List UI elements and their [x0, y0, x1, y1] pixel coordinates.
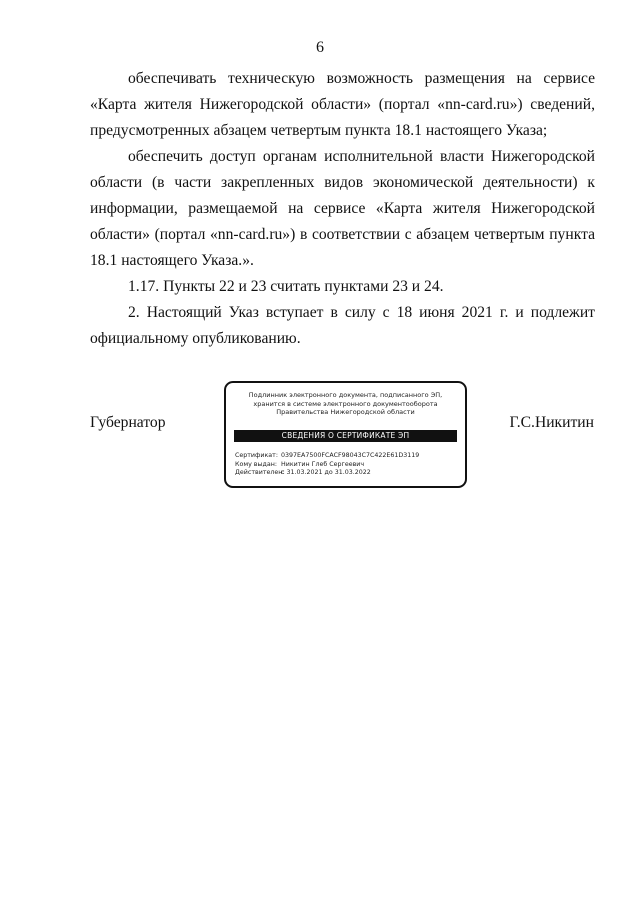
issued-to-label: Кому выдан: — [235, 460, 277, 468]
page-number: 6 — [316, 39, 324, 56]
electronic-signature-stamp — [224, 381, 467, 488]
validity-value: с 31.03.2021 до 31.03.2022 — [281, 469, 371, 476]
validity-row — [235, 469, 459, 478]
paragraph-item-1-17: 1.17. Пункты 22 и 23 считать пунктами 23 и 24. — [128, 278, 444, 295]
stamp-intro-line: Подлинник электронного документа, подписанного ЭП, — [248, 391, 443, 399]
validity-label: Действителен: — [235, 469, 285, 476]
signer-name: Г.С.Никитин — [509, 414, 594, 431]
certificate-value: 0397EA7500FCACF98043C7C422E61D3119 — [281, 452, 420, 459]
issued-to-row — [235, 461, 459, 470]
signer-position: Губернатор — [90, 414, 166, 431]
certificate-label: Сертификат: — [235, 452, 278, 459]
stamp-intro-line: Правительства Нижегородской области — [276, 408, 415, 417]
certificate-row — [235, 452, 459, 461]
paragraph-effective-date: 2. Настоящий Указ вступает в силу с 18 июня 2021 г. и подлежит официальному опубликованию. — [90, 304, 595, 347]
issued-to-value: Никитин Глеб Сергеевич — [281, 460, 365, 468]
stamp-intro-line: хранится в системе электронного документооборота — [253, 399, 438, 408]
document-body — [90, 66, 595, 352]
paragraph-access: обеспечить доступ органам исполнительной власти Нижегородской области (в части закрепленных видов экономической деятельности) к информации, размещаемой на сервисе «Карта жителя Нижегородской области» (портал «nn-card.ru») в соответствии с абзацем четвертым пункта 18.1 настоящего Указа.». — [90, 148, 595, 269]
stamp-header: СВЕДЕНИЯ О СЕРТИФИКАТЕ ЭП — [234, 430, 457, 442]
stamp-intro — [226, 391, 465, 417]
paragraph-technical-capability: обеспечивать техническую возможность размещения на сервисе «Карта жителя Нижегородской области» (портал «nn-card.ru») сведений, предусмотренных абзацем четвертым пункта 18.1 настоящего Указа; — [90, 70, 595, 139]
stamp-details — [235, 452, 459, 478]
